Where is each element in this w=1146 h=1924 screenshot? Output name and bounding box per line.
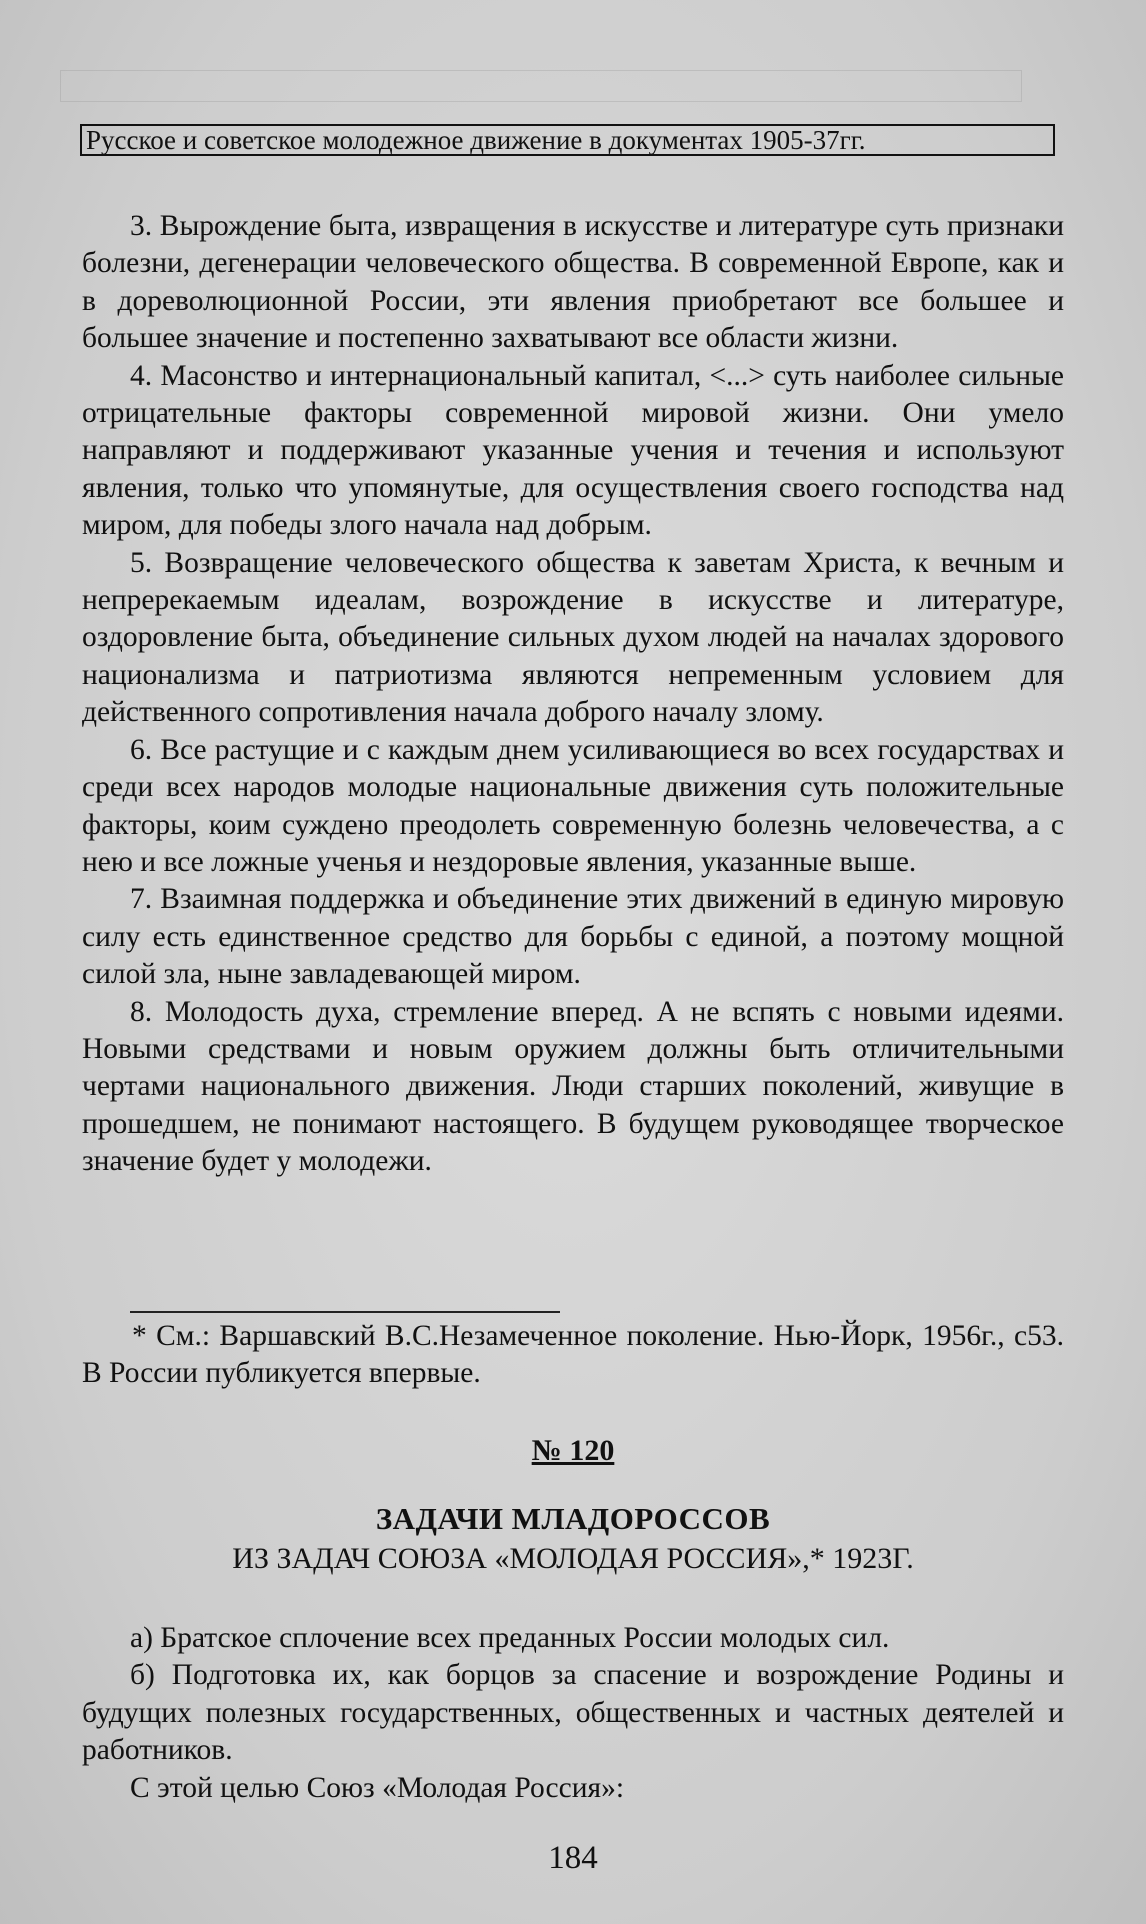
- item-4: 4. Масонство и интернациональный капитал, <...> суть наиболее сильные отрицательные факторы современной мировой жизни. Они умело направляют и поддерживают указанные учения и течения и используют явления, только что упомянутые, для осуществления своего господства над миром, для победы злого начала над добрым.: [82, 359, 1064, 542]
- document-title: ЗАДАЧИ МЛАДОРОССОВ: [375, 1501, 771, 1536]
- show-through-texture: [60, 70, 1022, 102]
- item-8: 8. Молодость духа, стремление вперед. А не вспять с новыми идеями. Новыми средствами и новым оружием должны быть отличительными чертами национального движения. Люди старших поколений, живущие в прошедшем, не понимают настоящего. В будущем руководящее творческое значение будет у молодежи.: [82, 995, 1064, 1178]
- task-b: б) Подготовка их, как борцов за спасение и возрождение Родины и будущих полезных государственных, общественных и частных деятелей и работников.: [82, 1659, 1064, 1767]
- item-3: 3. Вырождение быта, извращения в искусстве и литературе суть признаки болезни, дегенерации человеческого общества. В современной Европе, как и в дореволюционной России, эти явления приобретают все большее и большее значение и постепенно захватывают все области жизни.: [82, 210, 1064, 355]
- item-7: 7. Взаимная поддержка и объединение этих движений в единую мировую силу есть единственное средство для борьбы с единой, а поэтому мощной силой зла, ныне завладевающей миром.: [82, 883, 1064, 991]
- document-number-text: № 120: [531, 1434, 615, 1467]
- document-subtitle: ИЗ ЗАДАЧ СОЮЗА «МОЛОДАЯ РОССИЯ»,* 1923Г.: [232, 1542, 914, 1575]
- numbered-items: [82, 208, 1064, 1181]
- tasks-intro: С этой целью Союз «Молодая Россия»:: [130, 1771, 625, 1804]
- item-5: 5. Возвращение человеческого общества к заветам Христа, к вечным и непререкаемым идеалам, возрождение в искусстве и литературе, оздоровление быта, объединение сильных духом людей на началах здорового национализма и патриотизма являются непременным условием для действенного сопротивления начала доброго началу злому.: [82, 546, 1064, 729]
- item-6: 6. Все растущие и с каждым днем усиливающиеся во всех государствах и среди всех народов молодые национальные движения суть положительные факторы, коим суждено преодолеть современную болезнь человечества, а с нею и все ложные ученья и нездоровые явления, указанные выше.: [82, 733, 1064, 878]
- page-number: 184: [548, 1840, 598, 1876]
- footnote: [82, 1318, 1064, 1393]
- task-a: а) Братское сплочение всех преданных России молодых сил.: [130, 1622, 890, 1654]
- footnote-text: * См.: Варшавский В.С.Незамеченное поколение. Нью-Йорк, 1956г., с53. В России публикуется впервые.: [82, 1320, 1064, 1390]
- footnote-divider: [130, 1311, 560, 1313]
- running-header: Русское и советское молодежное движение в документах 1905-37гг.: [80, 124, 1055, 156]
- tasks-section: [82, 1620, 1064, 1807]
- document-number: [0, 1433, 1146, 1469]
